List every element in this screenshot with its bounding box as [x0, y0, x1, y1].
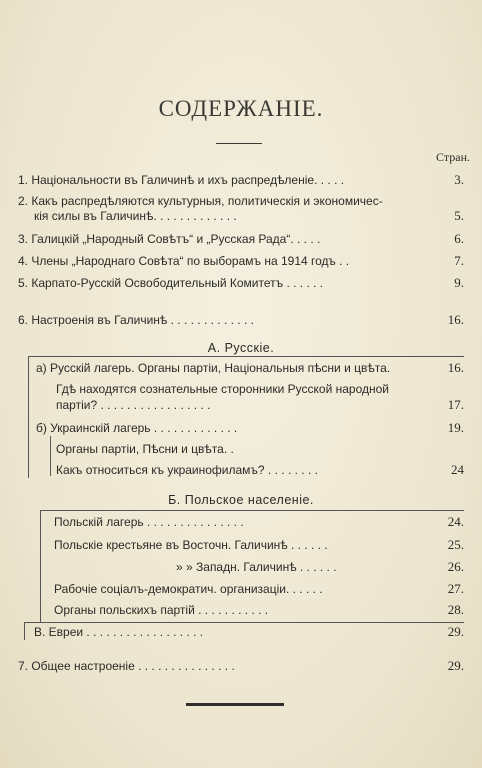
- section-a-sub-bracket: [50, 436, 51, 476]
- toc-entry-2: [18, 194, 464, 208]
- section-b-bracket: [40, 510, 41, 622]
- toc-entry-page: 26.: [447, 559, 464, 574]
- toc-entry-text: Органы польскихъ партій . . . . . . . . . . .: [54, 603, 269, 617]
- section-b-item: [176, 560, 464, 574]
- section-v-bracket: [24, 622, 25, 640]
- toc-entry-7: [18, 659, 464, 673]
- section-a-bracket: [28, 356, 29, 478]
- toc-entry-text: 3. Галицкій „Народный Совѣтъ“ и „Русская Рада“. . . . .: [18, 232, 321, 246]
- section-b-heading: Б. Польское населеніе.: [168, 493, 314, 507]
- toc-entry-text: » » Западн. Галичинѣ . . . . . .: [176, 560, 337, 574]
- section-v-entry: [34, 625, 464, 639]
- toc-entry-page: 7.: [454, 253, 464, 268]
- toc-entry-page: 3.: [454, 172, 464, 187]
- toc-entry-text: партіи? . . . . . . . . . . . . . . . . .: [56, 398, 211, 412]
- toc-entry-text: Польскій лагерь . . . . . . . . . . . . . . .: [54, 515, 244, 529]
- toc-entry-4: [18, 254, 464, 268]
- toc-entry-page: 29.: [447, 658, 464, 673]
- page-column-header: Стран.: [436, 150, 470, 164]
- toc-entry-page: 6.: [454, 231, 464, 246]
- toc-entry-text: кія силы въ Галичинѣ. . . . . . . . . . . . .: [34, 209, 237, 223]
- section-b-item: [54, 515, 464, 529]
- toc-entry-page: 25.: [447, 537, 464, 552]
- toc-entry-6: [18, 313, 464, 327]
- toc-entry-text: 7. Общее настроеніе . . . . . . . . . . . . . . .: [18, 659, 235, 673]
- section-a-rule: [28, 356, 464, 357]
- section-a-item: [56, 382, 464, 396]
- page-title: СОДЕРЖАНІЕ.: [158, 96, 324, 121]
- toc-entry-page: 24.: [447, 514, 464, 529]
- toc-entry-page: 28.: [447, 602, 464, 617]
- toc-entry-text: 6. Настроенія въ Галичинѣ . . . . . . . . . . . . .: [18, 313, 254, 327]
- section-a-item: [56, 442, 464, 456]
- toc-entry-page: 16.: [447, 360, 464, 375]
- toc-entry-2-cont: [34, 209, 464, 223]
- toc-entry-page: 29.: [447, 624, 464, 639]
- toc-entry-text: Польскіе крестьяне въ Восточн. Галичинѣ . . . . . .: [54, 538, 328, 552]
- section-b-rule: [40, 510, 464, 511]
- toc-entry-text: Гдѣ находятся сознательные сторонники Русской народной: [56, 382, 389, 396]
- toc-entry-text: а) Русскій лагерь. Органы партіи, Національныя пѣсни и цвѣта.: [36, 361, 391, 375]
- toc-entry-text: б) Украинскій лагерь . . . . . . . . . . . . .: [36, 421, 238, 435]
- section-v-rule: [24, 622, 464, 623]
- section-a-heading: А. Русскіе.: [207, 341, 275, 355]
- closing-rule: [186, 703, 284, 706]
- toc-entry-page: 16.: [447, 312, 464, 327]
- toc-entry-1: [18, 173, 464, 187]
- toc-entry-page: 9.: [454, 275, 464, 290]
- toc-entry-text: 4. Члены „Народнаго Совѣта“ по выборамъ на 1914 годъ . .: [18, 254, 350, 268]
- section-a-item: [36, 421, 464, 435]
- toc-entry-text: 1. Національности въ Галичинѣ и ихъ распредѣленіе. . . . .: [18, 173, 345, 187]
- section-b-item: [54, 603, 464, 617]
- toc-entry-page: 27.: [447, 581, 464, 596]
- toc-entry-text: 2. Какъ распредѣляются культурныя, политическія и экономичес-: [18, 194, 383, 208]
- toc-entry-page: 5.: [454, 208, 464, 223]
- toc-entry-text: Органы партіи, Пѣсни и цвѣта. .: [56, 442, 234, 456]
- toc-entry-text: Рабочіе соціалъ-демократич. организаціи. . . . . .: [54, 582, 323, 596]
- toc-entry-page: 24: [451, 462, 464, 477]
- section-a-item: [56, 463, 464, 477]
- section-b-item: [54, 538, 464, 552]
- toc-entry-3: [18, 232, 464, 246]
- title-underline: [216, 143, 262, 144]
- toc-entry-5: [18, 276, 464, 290]
- section-a-item: [36, 361, 464, 375]
- toc-entry-text: Какъ относиться къ украинофиламъ? . . . . . . . .: [56, 463, 318, 477]
- section-b-item: [54, 582, 464, 596]
- toc-entry-page: 19.: [447, 420, 464, 435]
- toc-entry-text: В. Евреи . . . . . . . . . . . . . . . . . .: [34, 625, 204, 639]
- section-a-item: [56, 398, 464, 412]
- toc-entry-text: 5. Карпато-Русскій Освободительный Комитетъ . . . . . .: [18, 276, 324, 290]
- toc-entry-page: 17.: [447, 397, 464, 412]
